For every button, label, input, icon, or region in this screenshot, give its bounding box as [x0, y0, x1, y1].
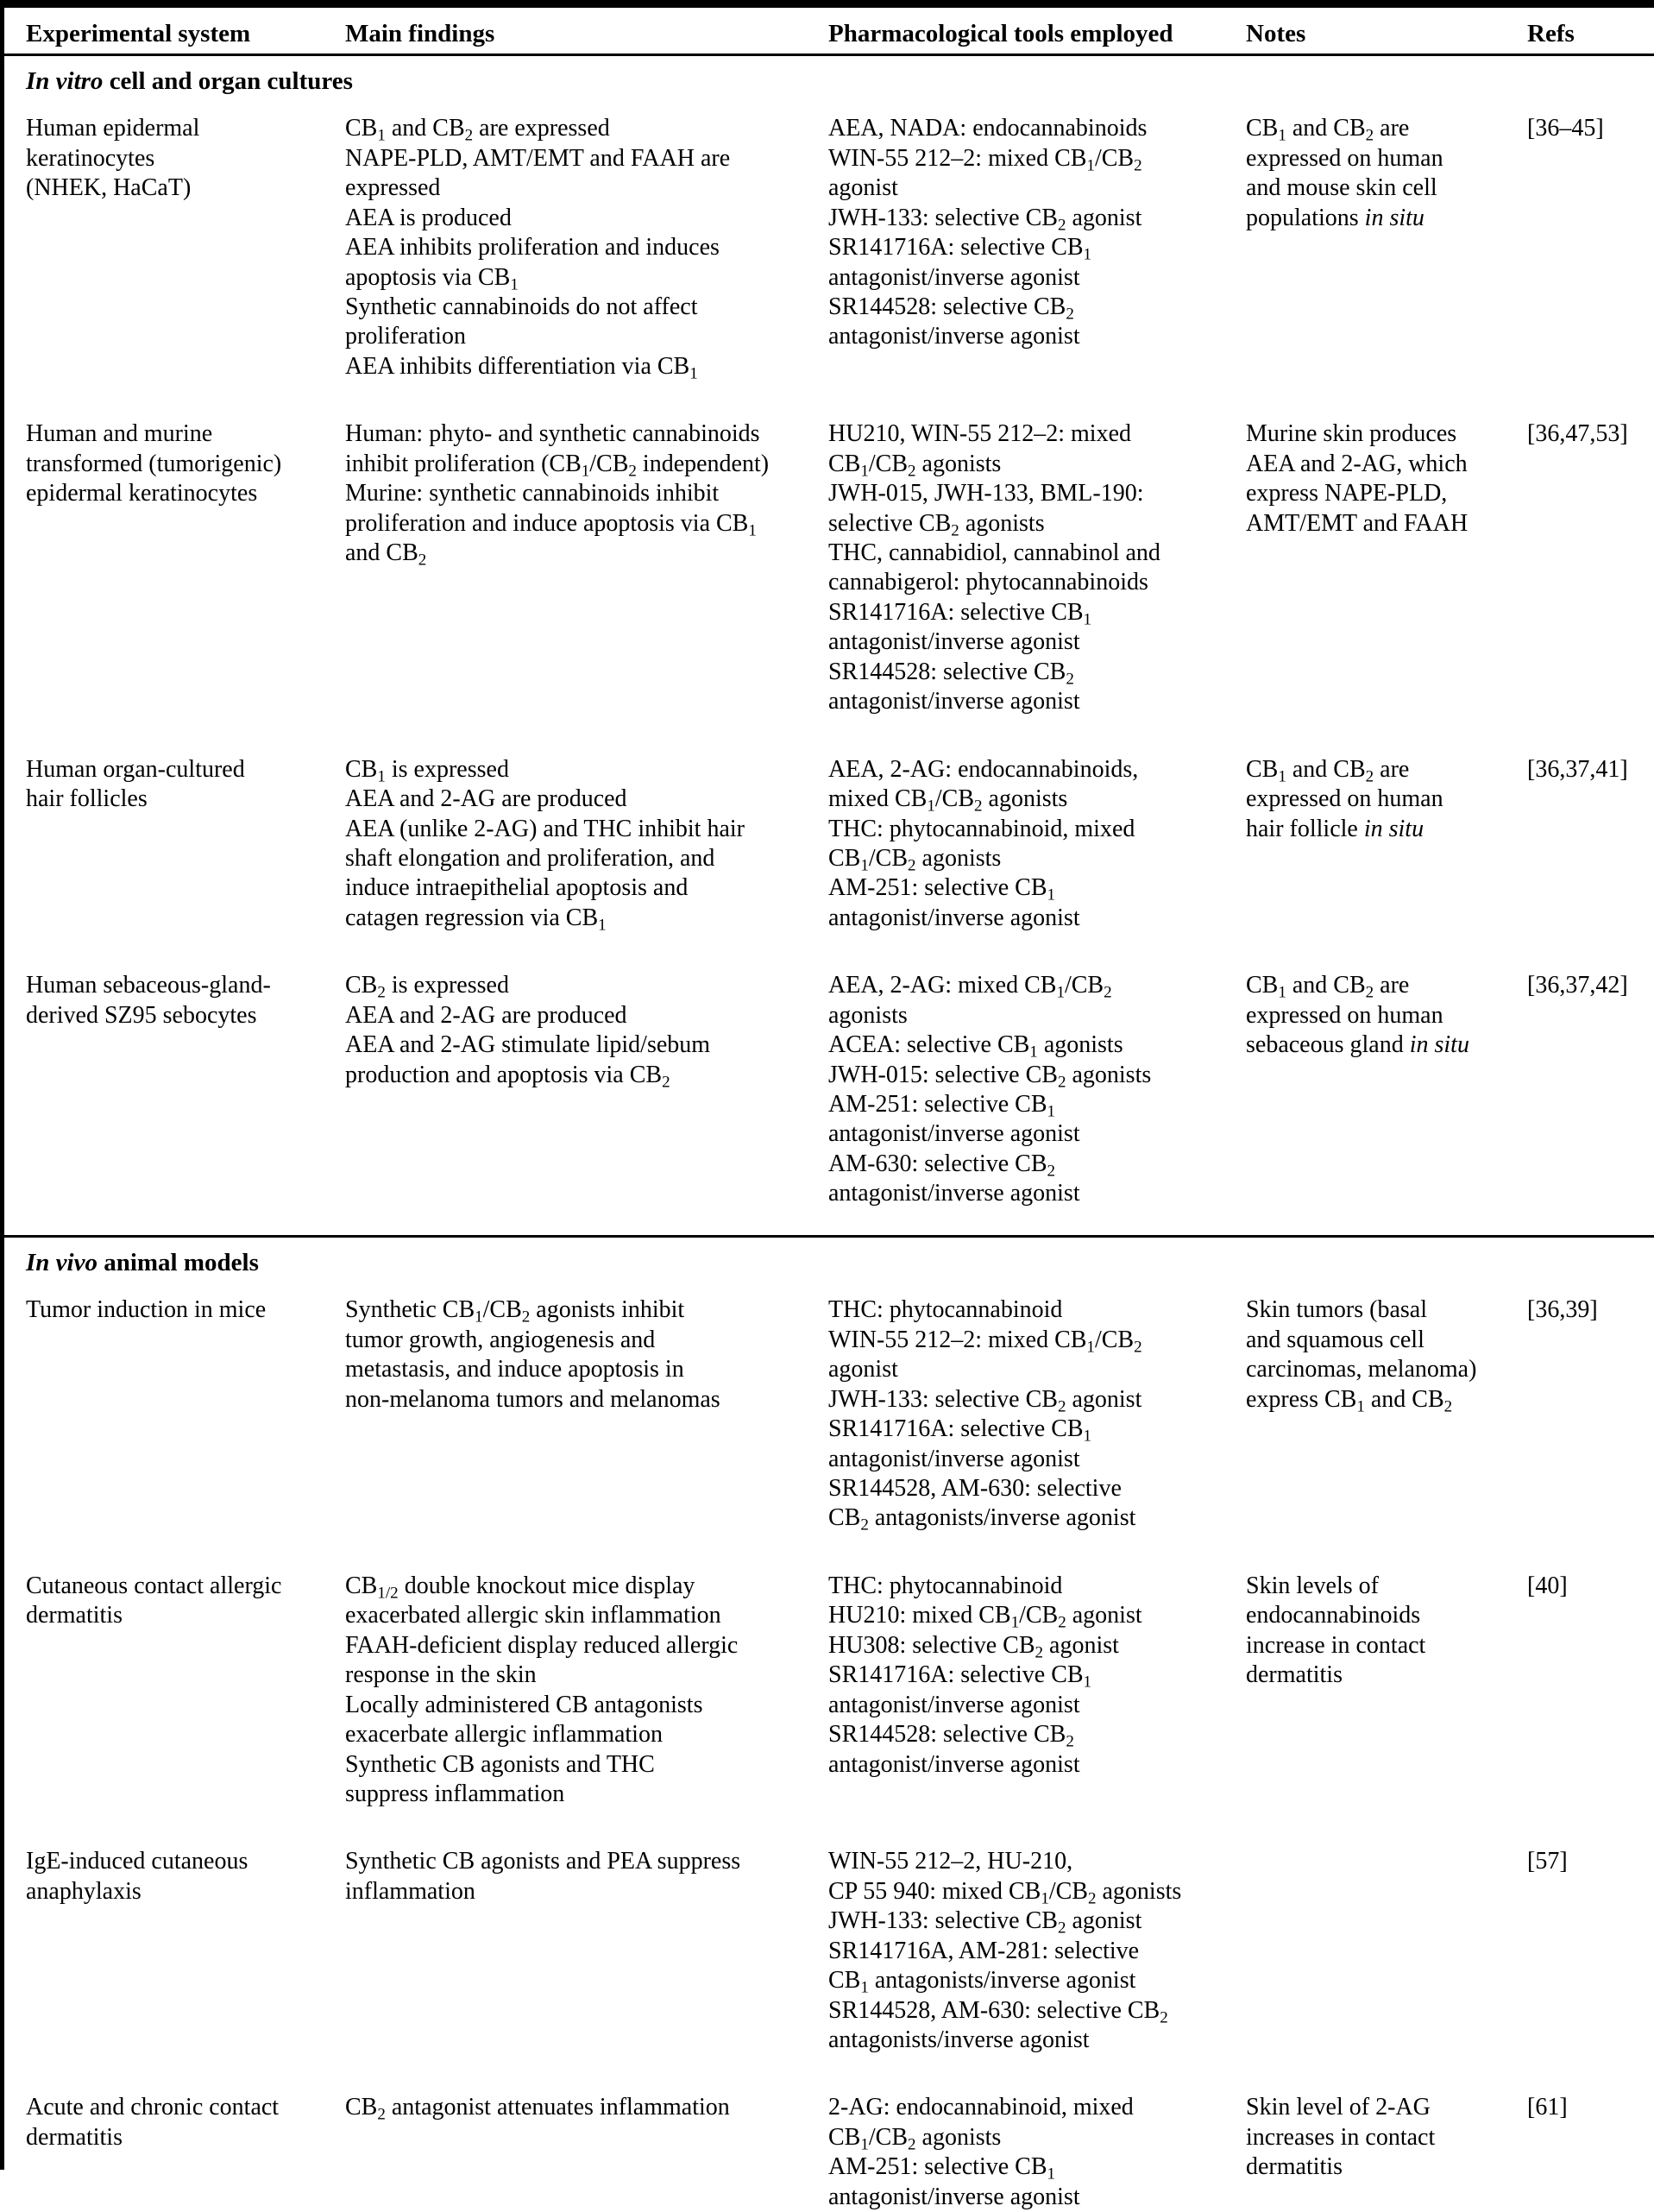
cell-line: dermatitis — [26, 1602, 123, 1629]
cell-line: suppress inflammation — [345, 1780, 565, 1807]
cell-experimental-system-ige-induced-cutaneous-anaphylaxis — [4, 1835, 324, 2081]
cell-line: cannabigerol: phytocannabinoids — [828, 569, 1148, 596]
cell-line: induce intraepithelial apoptosis and — [345, 874, 689, 902]
cell-notes-ige-induced-cutaneous-anaphylaxis — [1236, 1835, 1517, 2081]
cell-line: antagonists/inverse agonist — [828, 2026, 1090, 2054]
cell-experimental-system-human-epidermal-keratinocytes-nhek-hacat — [4, 102, 324, 407]
cell-experimental-system-human-sebaceous-gland-derived-sz95-seboc — [4, 959, 324, 1236]
cell-line: WIN-55 212–2: mixed $CB_1/CB_2$ — [828, 144, 1142, 175]
cell-line: $CB_1$ and $CB_2$ are — [1246, 755, 1410, 785]
cell-line: antagonist/inverse agonist — [828, 323, 1080, 350]
cell-line: hair follicles — [26, 785, 148, 813]
cell-line: Synthetic CB agonists and THC — [345, 1750, 655, 1778]
cell-pharmacological-tools-human-and-murine-transformed-tumorigenic — [820, 407, 1236, 742]
section-header-row — [4, 54, 1654, 102]
cell-line: catagen regression via $CB_1$ — [345, 904, 607, 935]
section-title-in-vitro-cell-and-organ-cultures: In vitro cell and organ cultures — [4, 54, 1654, 102]
cell-line: AM-630: selective $CB_2$ — [828, 1150, 1056, 1181]
cell-line: apoptosis via $CB_1$ — [345, 263, 519, 293]
cell-line: Skin levels of — [1246, 1572, 1379, 1599]
cell-line: selective $CB_2$ agonists — [828, 509, 1045, 539]
cell-line: express NAPE-PLD, — [1246, 480, 1448, 507]
cell-line: inflammation — [345, 1877, 475, 1905]
cell-line: Locally administered CB antagonists — [345, 1691, 703, 1718]
cell-main-findings-human-organ-cultured-hair-follicles — [324, 743, 820, 960]
cell-line: dermatitis — [1246, 2153, 1343, 2181]
cell-line: express $CB_1$ and $CB_2$ — [1246, 1385, 1453, 1416]
column-header-main-findings: Main findings — [345, 20, 495, 47]
cell-line: JWH-133: selective $CB_2$ agonist — [828, 1907, 1142, 1938]
cell-line: WIN-55 212–2: mixed $CB_1/CB_2$ — [828, 1326, 1142, 1357]
cell-notes-human-organ-cultured-hair-follicles — [1236, 743, 1517, 960]
cell-notes-tumor-induction-in-mice — [1236, 1283, 1517, 1560]
cell-pharmacological-tools-acute-and-chronic-contact-dermatitis — [820, 2081, 1236, 2212]
cell-line: AEA, 2-AG: endocannabinoids, — [828, 755, 1139, 783]
cell-line: AEA and 2-AG stimulate lipid/sebum — [345, 1031, 711, 1059]
cell-line: antagonist/inverse agonist — [828, 2183, 1080, 2210]
cell-experimental-system-cutaneous-contact-allergic-dermatitis — [4, 1560, 324, 1836]
cell-line: dermatitis — [1246, 1661, 1343, 1689]
cell-line: THC: phytocannabinoid — [828, 1296, 1063, 1324]
cell-refs-ige-induced-cutaneous-anaphylaxis: [57] — [1527, 1848, 1568, 1875]
cell-line: AEA inhibits differentiation via $CB_1$ — [345, 352, 698, 383]
cell-line: production and apoptosis via $CB_2$ — [345, 1061, 670, 1091]
cell-line: HU210: mixed $CB_1/CB_2$ agonist — [828, 1602, 1142, 1632]
cell-line: inhibit proliferation ($CB_1/CB_2$ independent) — [345, 450, 770, 481]
cell-line: antagonist/inverse agonist — [828, 263, 1080, 291]
cell-line: anaphylaxis — [26, 1877, 142, 1905]
table-row — [4, 102, 1654, 407]
cell-line: NAPE-PLD, AMT/EMT and FAAH are — [345, 144, 731, 172]
cell-line: AEA and 2-AG are produced — [345, 1001, 627, 1029]
cell-pharmacological-tools-human-epidermal-keratinocytes-nhek-hacat — [820, 102, 1236, 407]
table-row — [4, 407, 1654, 742]
cell-line: proliferation — [345, 323, 466, 350]
table-body — [4, 54, 1654, 2212]
cell-line: exacerbated allergic skin inflammation — [345, 1602, 721, 1629]
cell-line: Skin tumors (basal — [1246, 1296, 1427, 1324]
cell-line: THC, cannabidiol, cannabinol and — [828, 539, 1160, 566]
cell-refs-acute-and-chronic-contact-dermatitis: [61] — [1527, 2094, 1568, 2121]
cell-main-findings-acute-and-chronic-contact-dermatitis — [324, 2081, 820, 2212]
cell-line: agonist — [828, 1356, 898, 1383]
cell-line: IgE-induced cutaneous — [26, 1848, 248, 1875]
cell-line: SR144528, AM-630: selective — [828, 1475, 1122, 1503]
cell-experimental-system-human-and-murine-transformed-tumorigenic — [4, 407, 324, 742]
cell-notes-human-sebaceous-gland-derived-sz95-seboc — [1236, 959, 1517, 1236]
cell-line: Synthetic $CB_1/CB_2$ agonists inhibit — [345, 1296, 685, 1327]
cell-line: antagonist/inverse agonist — [828, 1691, 1080, 1718]
cell-line: and squamous cell — [1246, 1326, 1424, 1353]
cell-line: JWH-015, JWH-133, BML-190: — [828, 480, 1144, 507]
cell-line: derived SZ95 sebocytes — [26, 1001, 257, 1029]
cell-refs-human-sebaceous-gland-derived-sz95-seboc: [36,37,42] — [1527, 972, 1628, 999]
cell-line: AM-251: selective $CB_1$ — [828, 874, 1056, 904]
cell-line: SR144528, AM-630: selective $CB_2$ — [828, 1996, 1168, 2026]
cell-experimental-system-human-organ-cultured-hair-follicles — [4, 743, 324, 960]
cell-line: THC: phytocannabinoid, mixed — [828, 815, 1135, 842]
cell-line: $CB_1/CB_2$ agonists — [828, 2123, 1002, 2154]
cell-experimental-system-acute-and-chronic-contact-dermatitis — [4, 2081, 324, 2212]
cell-line: Synthetic cannabinoids do not affect — [345, 293, 698, 320]
cell-line: $CB_1$ antagonists/inverse agonist — [828, 1967, 1136, 1997]
cell-line: endocannabinoids — [1246, 1602, 1421, 1629]
cell-line: and $CB_2$ — [345, 539, 427, 570]
cell-line: response in the skin — [345, 1661, 537, 1689]
cell-line: AM-251: selective $CB_1$ — [828, 2153, 1056, 2184]
cell-line: antagonist/inverse agonist — [828, 688, 1080, 715]
cell-pharmacological-tools-human-sebaceous-gland-derived-sz95-seboc — [820, 959, 1236, 1236]
column-header-refs: Refs — [1527, 20, 1575, 47]
cell-line: Murine skin produces — [1246, 420, 1457, 448]
cell-line: expressed on human — [1246, 144, 1443, 172]
cell-line: $CB_1$ is expressed — [345, 755, 509, 785]
column-header-experimental-system: Experimental system — [26, 20, 251, 47]
cell-line: THC: phytocannabinoid — [828, 1572, 1063, 1599]
cell-refs-human-organ-cultured-hair-follicles: [36,37,41] — [1527, 755, 1628, 783]
cell-line: antagonist/inverse agonist — [828, 1445, 1080, 1472]
cell-line: shaft elongation and proliferation, and — [345, 844, 715, 872]
cell-line: SR144528: selective $CB_2$ — [828, 1721, 1074, 1751]
cell-line: agonist — [828, 174, 898, 202]
cell-line: antagonist/inverse agonist — [828, 628, 1080, 656]
cell-line: WIN-55 212–2, HU-210, — [828, 1848, 1073, 1875]
cell-line: Synthetic CB agonists and PEA suppress — [345, 1848, 741, 1875]
cell-line: SR141716A: selective $CB_1$ — [828, 234, 1092, 264]
table-row — [4, 1283, 1654, 1560]
table-row — [4, 1835, 1654, 2081]
cell-main-findings-human-sebaceous-gland-derived-sz95-seboc — [324, 959, 820, 1236]
cell-line: $CB_1/CB_2$ agonists — [828, 450, 1002, 481]
cell-line: $CB_1/CB_2$ agonists — [828, 844, 1002, 875]
cell-line: AEA and 2-AG, which — [1246, 450, 1468, 477]
cell-line: HU210, WIN-55 212–2: mixed — [828, 420, 1131, 448]
cell-line: Cutaneous contact allergic — [26, 1572, 282, 1599]
cell-line: tumor growth, angiogenesis and — [345, 1326, 656, 1353]
cell-line: Tumor induction in mice — [26, 1296, 267, 1324]
column-header-notes: Notes — [1246, 20, 1306, 47]
cell-line: AEA is produced — [345, 204, 512, 231]
cell-line: SR141716A: selective $CB_1$ — [828, 598, 1092, 629]
cell-line: SR141716A: selective $CB_1$ — [828, 1415, 1092, 1446]
cell-line: metastasis, and induce apoptosis in — [345, 1356, 684, 1383]
cell-line: and mouse skin cell — [1246, 174, 1437, 202]
cell-line: antagonist/inverse agonist — [828, 1750, 1080, 1778]
cell-line: $CB_1$ and $CB_2$ are — [1246, 972, 1410, 1002]
cell-line: populations in situ — [1246, 204, 1424, 231]
header-row — [4, 8, 1654, 54]
cell-line: carcinomas, melanoma) — [1246, 1356, 1477, 1383]
cell-notes-human-and-murine-transformed-tumorigenic — [1236, 407, 1517, 742]
cell-refs-cutaneous-contact-allergic-dermatitis: [40] — [1527, 1572, 1568, 1599]
cell-line: AEA (unlike 2-AG) and THC inhibit hair — [345, 815, 745, 842]
cell-notes-cutaneous-contact-allergic-dermatitis — [1236, 1560, 1517, 1836]
cell-line: $CB_1$ and $CB_2$ are expressed — [345, 115, 610, 145]
table-row — [4, 959, 1654, 1236]
cell-line: 2-AG: endocannabinoid, mixed — [828, 2094, 1134, 2121]
section-header-row — [4, 1236, 1654, 1283]
cell-line: Human epidermal — [26, 115, 200, 142]
cell-notes-human-epidermal-keratinocytes-nhek-hacat — [1236, 102, 1517, 407]
cell-pharmacological-tools-human-organ-cultured-hair-follicles — [820, 743, 1236, 960]
cell-line: keratinocytes — [26, 144, 155, 172]
cell-line: expressed on human — [1246, 785, 1443, 813]
cell-line: SR144528: selective $CB_2$ — [828, 293, 1074, 324]
cell-line: $CB_{1/2}$ double knockout mice display — [345, 1572, 695, 1603]
table-row — [4, 743, 1654, 960]
cell-main-findings-human-epidermal-keratinocytes-nhek-hacat — [324, 102, 820, 407]
cell-pharmacological-tools-ige-induced-cutaneous-anaphylaxis — [820, 1835, 1236, 2081]
cell-line: Human organ-cultured — [26, 755, 245, 783]
cell-line: hair follicle in situ — [1246, 815, 1424, 842]
cell-line: ACEA: selective $CB_1$ agonists — [828, 1031, 1123, 1062]
cell-refs-tumor-induction-in-mice: [36,39] — [1527, 1296, 1598, 1324]
cell-pharmacological-tools-tumor-induction-in-mice — [820, 1283, 1236, 1560]
table-header — [4, 8, 1654, 54]
column-header-pharmacological-tools: Pharmacological tools employed — [828, 20, 1173, 47]
cell-refs-human-and-murine-transformed-tumorigenic: [36,47,53] — [1527, 420, 1628, 448]
cell-line: $CB_1$ and $CB_2$ are — [1246, 115, 1410, 145]
cell-line: increase in contact — [1246, 1631, 1426, 1659]
cell-line: AEA, 2-AG: mixed $CB_1/CB_2$ — [828, 972, 1112, 1002]
cell-line: antagonist/inverse agonist — [828, 1180, 1080, 1207]
cell-line: exacerbate allergic inflammation — [345, 1721, 663, 1749]
cell-line: non-melanoma tumors and melanomas — [345, 1385, 720, 1413]
cell-line: JWH-133: selective $CB_2$ agonist — [828, 204, 1142, 234]
cell-line: SR144528: selective $CB_2$ — [828, 658, 1074, 689]
cell-line: agonists — [828, 1001, 908, 1029]
cell-line: increases in contact — [1246, 2123, 1436, 2151]
cell-line: dermatitis — [26, 2123, 123, 2151]
cell-line: JWH-133: selective $CB_2$ agonist — [828, 1385, 1142, 1416]
cell-line: expressed on human — [1246, 1001, 1443, 1029]
cell-line: mixed $CB_1/CB_2$ agonists — [828, 785, 1068, 816]
cell-line: expressed — [345, 174, 441, 202]
cell-line: sebaceous gland in situ — [1246, 1031, 1469, 1059]
cell-line: HU308: selective $CB_2$ agonist — [828, 1631, 1119, 1662]
cell-main-findings-tumor-induction-in-mice — [324, 1283, 820, 1560]
cell-line: transformed (tumorigenic) — [26, 450, 282, 477]
cell-refs-human-epidermal-keratinocytes-nhek-hacat: [36–45] — [1527, 115, 1604, 142]
cell-line: Human: phyto- and synthetic cannabinoids — [345, 420, 760, 448]
cell-line: epidermal keratinocytes — [26, 480, 258, 507]
cell-line: Skin level of 2-AG — [1246, 2094, 1431, 2121]
cannabinoid-skin-research-table — [4, 8, 1654, 2212]
cell-main-findings-cutaneous-contact-allergic-dermatitis — [324, 1560, 820, 1836]
cell-main-findings-ige-induced-cutaneous-anaphylaxis — [324, 1835, 820, 2081]
cell-line: antagonist/inverse agonist — [828, 1120, 1080, 1148]
cell-line: AEA and 2-AG are produced — [345, 785, 627, 813]
cell-line: $CB_2$ antagonist attenuates inflammation — [345, 2094, 730, 2124]
cell-line: SR141716A, AM-281: selective — [828, 1937, 1140, 1964]
cell-line: Human and murine — [26, 420, 213, 448]
cell-line: $CB_2$ is expressed — [345, 972, 509, 1002]
table-row — [4, 2081, 1654, 2212]
cell-line: CP 55 940: mixed $CB_1/CB_2$ agonists — [828, 1877, 1182, 1908]
cell-line: AEA inhibits proliferation and induces — [345, 234, 720, 262]
cell-pharmacological-tools-cutaneous-contact-allergic-dermatitis — [820, 1560, 1236, 1836]
cell-notes-acute-and-chronic-contact-dermatitis — [1236, 2081, 1517, 2212]
cell-line: AMT/EMT and FAAH — [1246, 509, 1468, 537]
cell-experimental-system-tumor-induction-in-mice — [4, 1283, 324, 1560]
cell-line: Human sebaceous-gland- — [26, 972, 271, 999]
cell-line: (NHEK, HaCaT) — [26, 174, 192, 202]
cell-line: JWH-015: selective $CB_2$ agonists — [828, 1061, 1152, 1091]
cell-line: proliferation and induce apoptosis via $CB_1$ — [345, 509, 757, 539]
cell-line: antagonist/inverse agonist — [828, 904, 1080, 931]
cell-line: AEA, NADA: endocannabinoids — [828, 115, 1148, 142]
table-row — [4, 1560, 1654, 1836]
cell-line: AM-251: selective $CB_1$ — [828, 1091, 1056, 1121]
section-title-in-vivo-animal-models: In vivo animal models — [4, 1236, 1654, 1283]
cell-line: FAAH-deficient display reduced allergic — [345, 1631, 739, 1659]
cell-line: SR141716A: selective $CB_1$ — [828, 1661, 1092, 1692]
cell-line: Acute and chronic contact — [26, 2094, 280, 2121]
cell-main-findings-human-and-murine-transformed-tumorigenic — [324, 407, 820, 742]
cell-line: Murine: synthetic cannabinoids inhibit — [345, 480, 720, 507]
cell-line: $CB_2$ antagonists/inverse agonist — [828, 1504, 1136, 1535]
